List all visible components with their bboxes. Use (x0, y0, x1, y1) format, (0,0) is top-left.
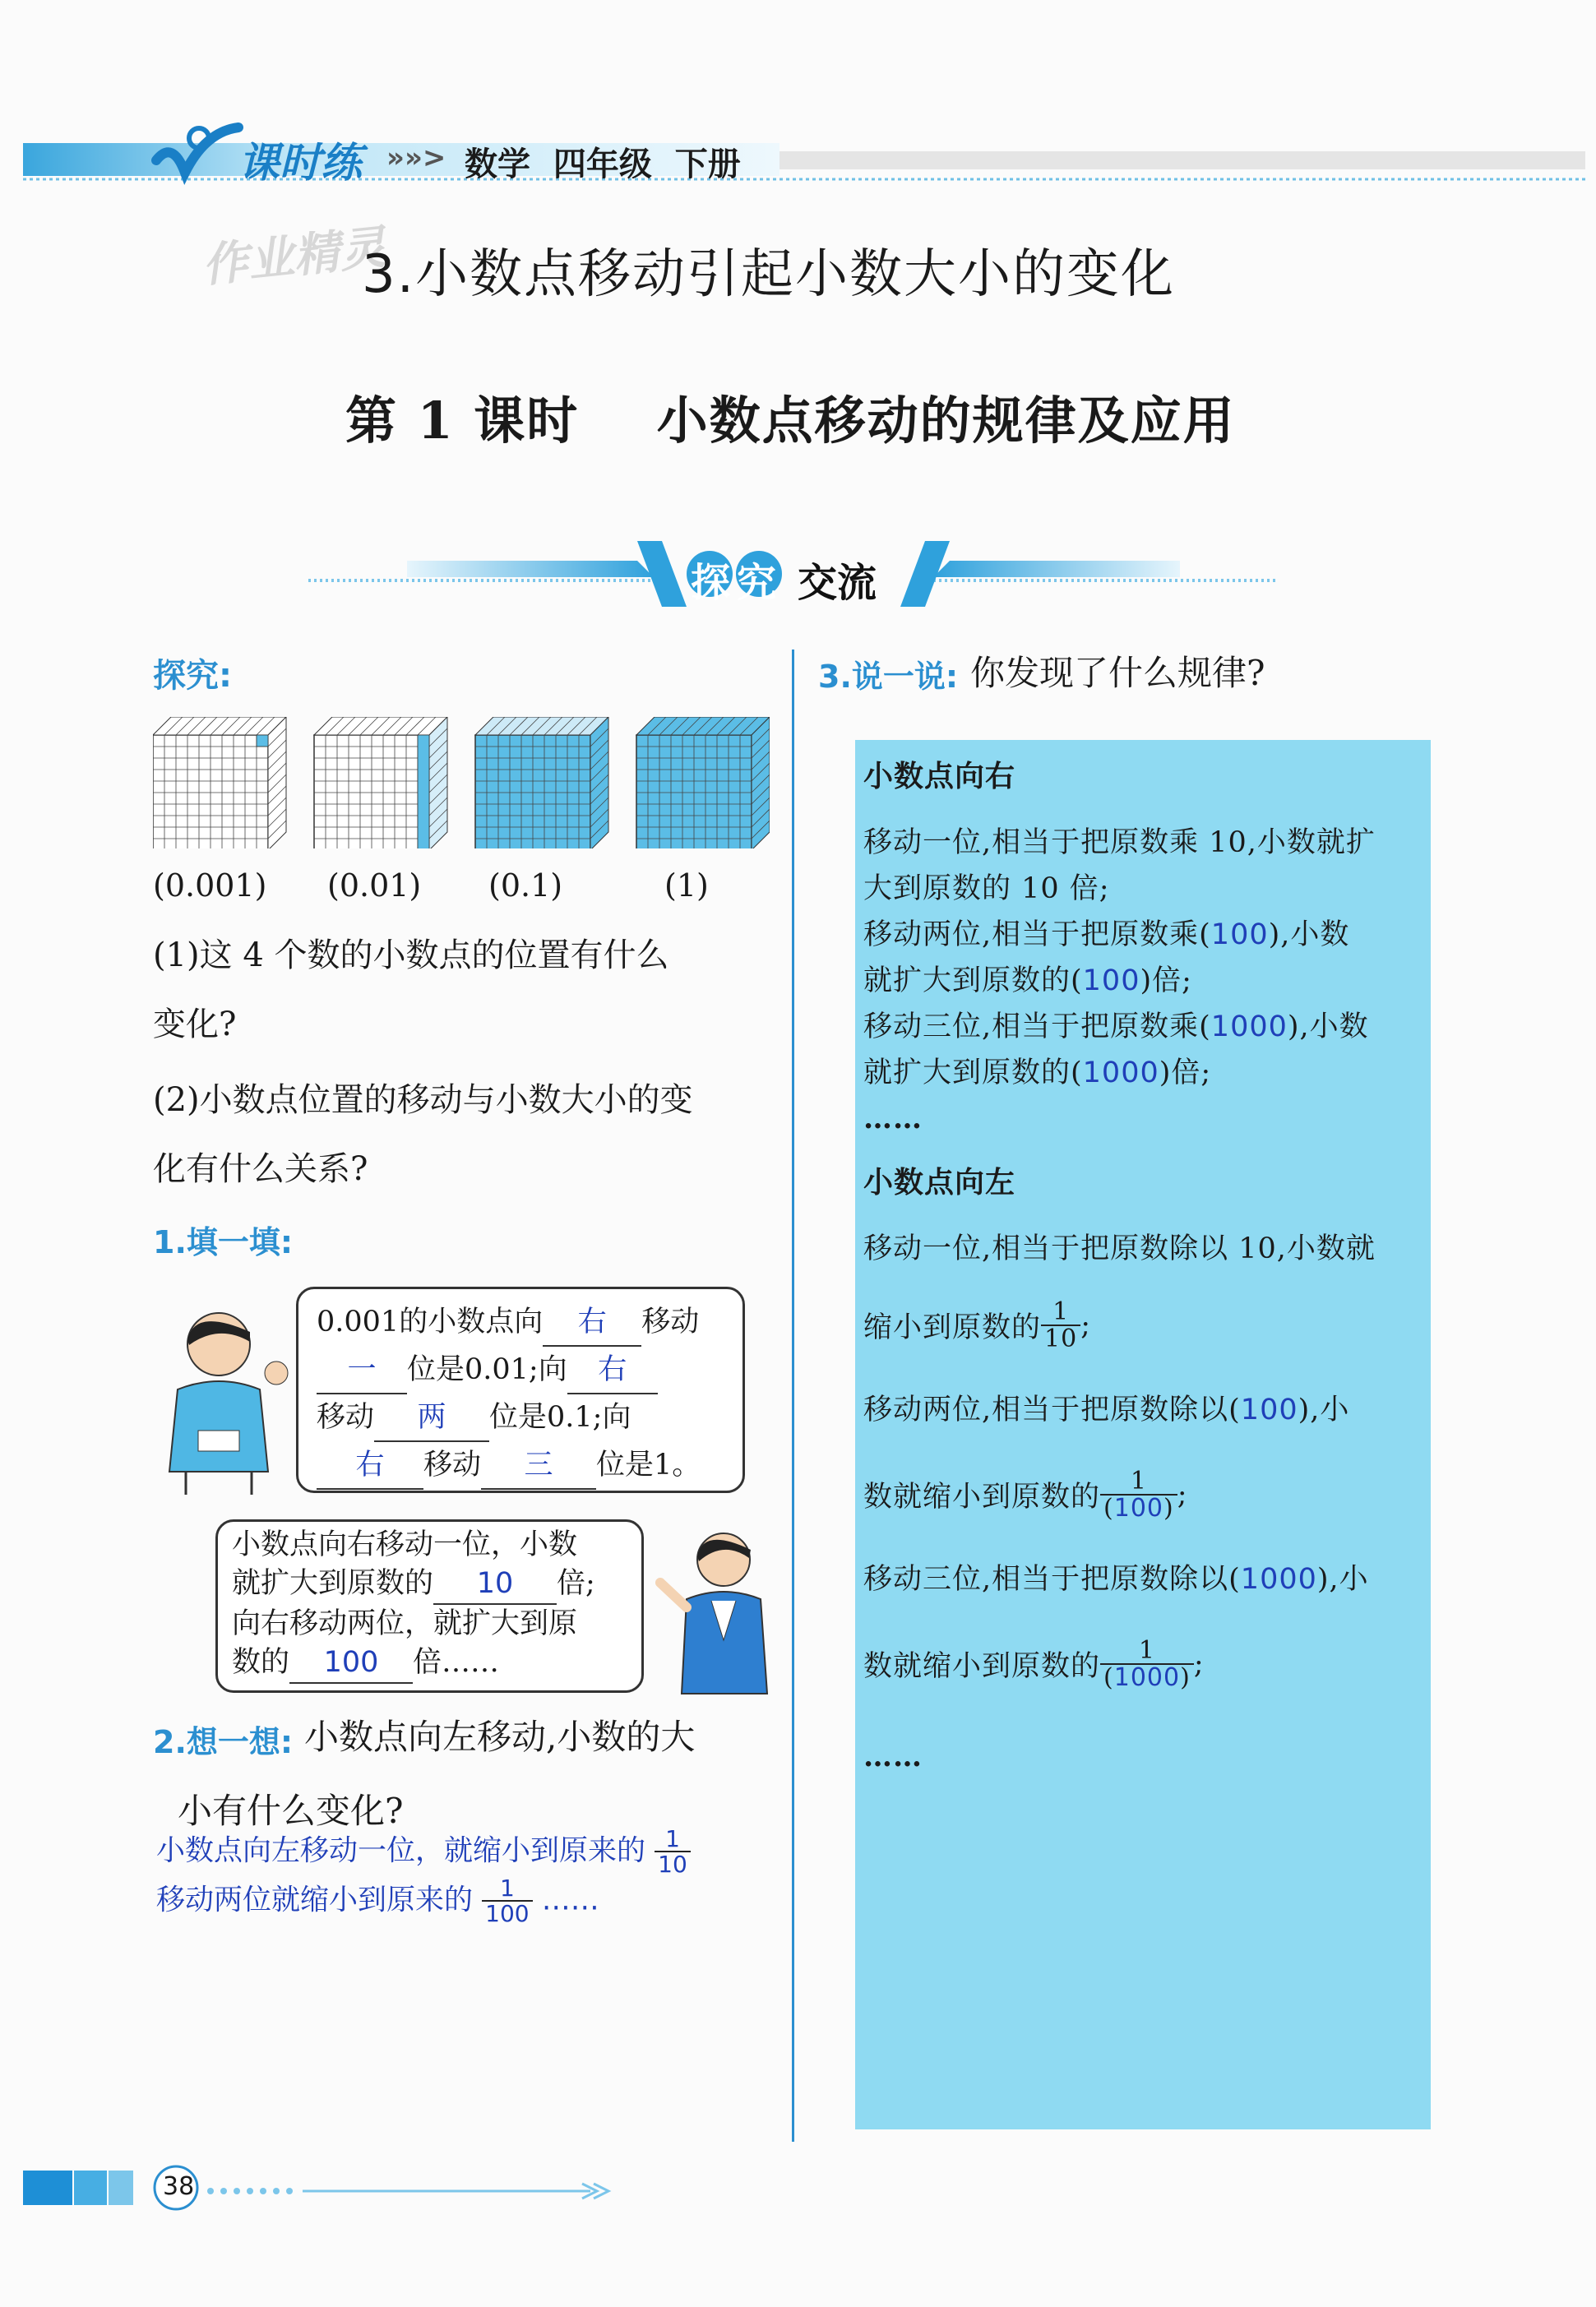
left-rule-3-text-b: ),小 (1316, 1563, 1369, 1596)
left-move-heading: 小数点向左 (863, 1166, 1016, 1200)
place-value-cube-1 (153, 717, 286, 848)
answer-blank-7: 10 (433, 1565, 557, 1605)
fraction-1-10-panel (1041, 1299, 1080, 1352)
left-rule-3-text-a: 移动三位,相当于把原数除以( (863, 1563, 1241, 1596)
right-rule-3-text-b: ),小数 (1287, 1010, 1369, 1043)
bubble-1-text-7: 位是1。 (596, 1449, 701, 1482)
question-1-line2: 变化? (153, 1006, 237, 1043)
left-rule-2-text-a: 移动两位,相当于把原数除以( (863, 1394, 1241, 1426)
student-illustration-1 (153, 1307, 293, 1500)
left-rule-2-tail: ; (1177, 1478, 1188, 1511)
right-rule-2-text-b: ),小数 (1268, 918, 1350, 951)
answer-1000-c: 1000 (1240, 1563, 1317, 1596)
cube-caption-1: (0.001) (153, 867, 267, 904)
bubble-1-text-4: 移动 (317, 1401, 375, 1434)
right-ellipsis: …… (863, 1102, 923, 1135)
left-rule-2-text-b: ),小 (1298, 1394, 1350, 1426)
right-rule-2-text-a: 移动两位,相当于把原数乘( (863, 918, 1211, 951)
section-banner-graphic (308, 526, 1279, 617)
answer-100-c: 100 (1240, 1394, 1298, 1426)
answer-100-b: 100 (1082, 964, 1140, 997)
bubble-1-content (317, 1299, 728, 1490)
bubble-2-text-4: 倍…… (413, 1646, 500, 1679)
fraction-numerator: 1 (1100, 1468, 1177, 1496)
section-banner (308, 526, 1279, 617)
right-rule-3-text-a: 移动三位,相当于把原数乘( (863, 1010, 1211, 1043)
checkmark-logo-icon (148, 115, 247, 197)
cube-diagram (153, 717, 770, 848)
right-rule-3-text-d: )倍; (1159, 1056, 1212, 1089)
fraction-1-1000-panel (1100, 1635, 1194, 1692)
fraction-paren-close: ) (1180, 1663, 1191, 1692)
answer-1000-b: 1000 (1082, 1056, 1159, 1089)
bubble-1-text-3: 位是0.01;向 (407, 1353, 567, 1386)
left-rule-1-text: 缩小到原数的 (863, 1311, 1042, 1344)
page-title: 3.小数点移动引起小数大小的变化 (362, 244, 1176, 305)
answer-blank-1: 右 (543, 1299, 641, 1347)
fraction-denominator (1100, 1496, 1177, 1522)
think-answer-line2 (156, 1876, 599, 1926)
left-rule-2-text-c: 数就缩小到原数的 (863, 1481, 1101, 1514)
think-answer-ellipsis: …… (541, 1884, 599, 1917)
think-question-line1: 小数点向左移动,小数的大 (304, 1717, 696, 1757)
bubble-2-line-1: 小数点向右移动一位，小数 (232, 1528, 578, 1561)
bubble-2-line-3: 向右移动两位，就扩大到原 (232, 1607, 578, 1640)
answer-blank-8: 100 (289, 1644, 413, 1684)
bubble-1-line-4 (317, 1442, 728, 1490)
brand-name: 课时练 (238, 139, 362, 187)
cube-caption-4: (1) (664, 867, 709, 904)
place-value-cube-3 (475, 717, 608, 848)
bubble-1-text-1: 0.001的小数点向 (317, 1306, 544, 1338)
lesson-title: 第 1 课时 小数点移动的规律及应用 (345, 391, 1236, 451)
question-2-line2: 化有什么关系? (153, 1150, 368, 1188)
bubble-2-line-4 (232, 1644, 627, 1684)
left-rule-2-line2 (863, 1449, 1431, 1540)
column-divider (792, 650, 794, 2142)
page-number: 38 (163, 2172, 195, 2201)
fraction-denominator: 100 (485, 1900, 530, 1928)
brand-logo (148, 115, 247, 201)
right-rule-1-line2: 大到原数的 10 倍; (863, 872, 1110, 905)
answer-1000-d: 1000 (1113, 1663, 1181, 1692)
think-question-line2: 小有什么变化? (178, 1791, 404, 1831)
footer-band (23, 2164, 615, 2213)
fraction-1-10 (655, 1827, 691, 1877)
left-rule-3-tail: ; (1193, 1648, 1205, 1681)
left-rule-1-line2 (863, 1280, 1431, 1371)
bubble-2-text-2: 倍; (557, 1567, 595, 1600)
bubble-2-text-3: 数的 (232, 1646, 290, 1679)
right-rule-2-text-d: )倍; (1140, 964, 1192, 997)
fraction-1-100 (482, 1876, 532, 1926)
answer-100-a: 100 (1210, 918, 1269, 951)
think-label: 2.想一想: (153, 1724, 294, 1760)
watermark: 作业精灵 (199, 220, 389, 294)
bubble-2-line-2 (232, 1565, 627, 1605)
right-rule-1-line1: 移动一位,相当于把原数乘 10,小数就扩 (863, 826, 1376, 859)
fraction-denominator: 10 (658, 1851, 687, 1879)
answer-panel-content (863, 752, 1431, 1813)
answer-blank-5: 右 (317, 1442, 423, 1490)
answer-blank-4: 两 (374, 1394, 489, 1442)
book-info: 数学 四年级 下册 (465, 146, 741, 183)
place-value-cube-2 (314, 717, 447, 848)
answer-blank-6: 三 (481, 1442, 596, 1490)
think-answer-line1 (156, 1827, 691, 1877)
header-arrows: »»> (386, 141, 446, 174)
footer-graphic (23, 2164, 615, 2213)
left-rule-1-tail: ; (1080, 1309, 1091, 1342)
bubble-2-text-1: 就扩大到原数的 (232, 1567, 434, 1600)
question-1-line1: (1)这 4 个数的小数点的位置有什么 (153, 936, 669, 974)
left-rule-1-line1: 移动一位,相当于把原数除以 10,小数就 (863, 1232, 1376, 1265)
bubble-1-line-3 (317, 1394, 728, 1442)
right-move-heading: 小数点向右 (863, 760, 1016, 793)
boy-pointing-icon (654, 1525, 777, 1698)
fraction-numerator: 1 (482, 1876, 532, 1902)
answer-100-d: 100 (1113, 1494, 1163, 1523)
fill-label: 1.填一填: (153, 1224, 294, 1260)
bubble-1-line-2 (317, 1347, 728, 1394)
cube-row (153, 717, 770, 848)
explore-label: 探究: (153, 657, 232, 695)
answer-1000-a: 1000 (1210, 1010, 1288, 1043)
fraction-numerator: 1 (655, 1827, 691, 1852)
bubble-1-text-2: 移动 (641, 1306, 700, 1338)
answer-blank-2: 一 (317, 1347, 407, 1394)
bubble-1-text-6: 移动 (423, 1449, 482, 1482)
right-rule-3-text-c: 就扩大到原数的( (863, 1056, 1083, 1089)
fraction-1-100-panel (1100, 1468, 1177, 1522)
answer-blank-3: 右 (567, 1347, 658, 1394)
think-answer-text-2: 移动两位就缩小到原来的 (156, 1884, 474, 1917)
right-rule-2-text-c: 就扩大到原数的( (863, 964, 1083, 997)
think-answer-text-1: 小数点向左移动一位，就缩小到原来的 (156, 1834, 646, 1868)
section-title-part2: 交流 (798, 560, 877, 606)
bubble-1-text-5: 位是0.1;向 (489, 1401, 631, 1434)
say-question: 你发现了什么规律? (970, 653, 1265, 693)
bubble-1-line-1 (317, 1299, 728, 1347)
section-title-part1: 探究 (691, 560, 784, 606)
left-ellipsis: …… (863, 1740, 923, 1773)
question-2-line1: (2)小数点位置的移动与小数大小的变 (153, 1081, 693, 1119)
bubble-2-content (232, 1526, 627, 1684)
fraction-denominator (1100, 1665, 1194, 1691)
place-value-cube-4 (636, 717, 770, 848)
fraction-denominator: 10 (1044, 1325, 1078, 1353)
fraction-numerator: 1 (1041, 1299, 1080, 1327)
fraction-paren-open: ( (1103, 1663, 1114, 1692)
say-label: 3.说一说: (818, 659, 959, 695)
left-rule-3-text-c: 数就缩小到原数的 (863, 1650, 1101, 1683)
left-rule-3-line2 (863, 1619, 1431, 1709)
cube-caption-3: (0.1) (488, 867, 563, 904)
student-illustration-2 (654, 1525, 777, 1701)
fraction-paren-open: ( (1103, 1494, 1114, 1523)
cube-caption-2: (0.01) (327, 867, 422, 904)
fraction-numerator: 1 (1100, 1638, 1194, 1666)
fraction-paren-close: ) (1163, 1494, 1174, 1523)
boy-icon (153, 1307, 293, 1496)
